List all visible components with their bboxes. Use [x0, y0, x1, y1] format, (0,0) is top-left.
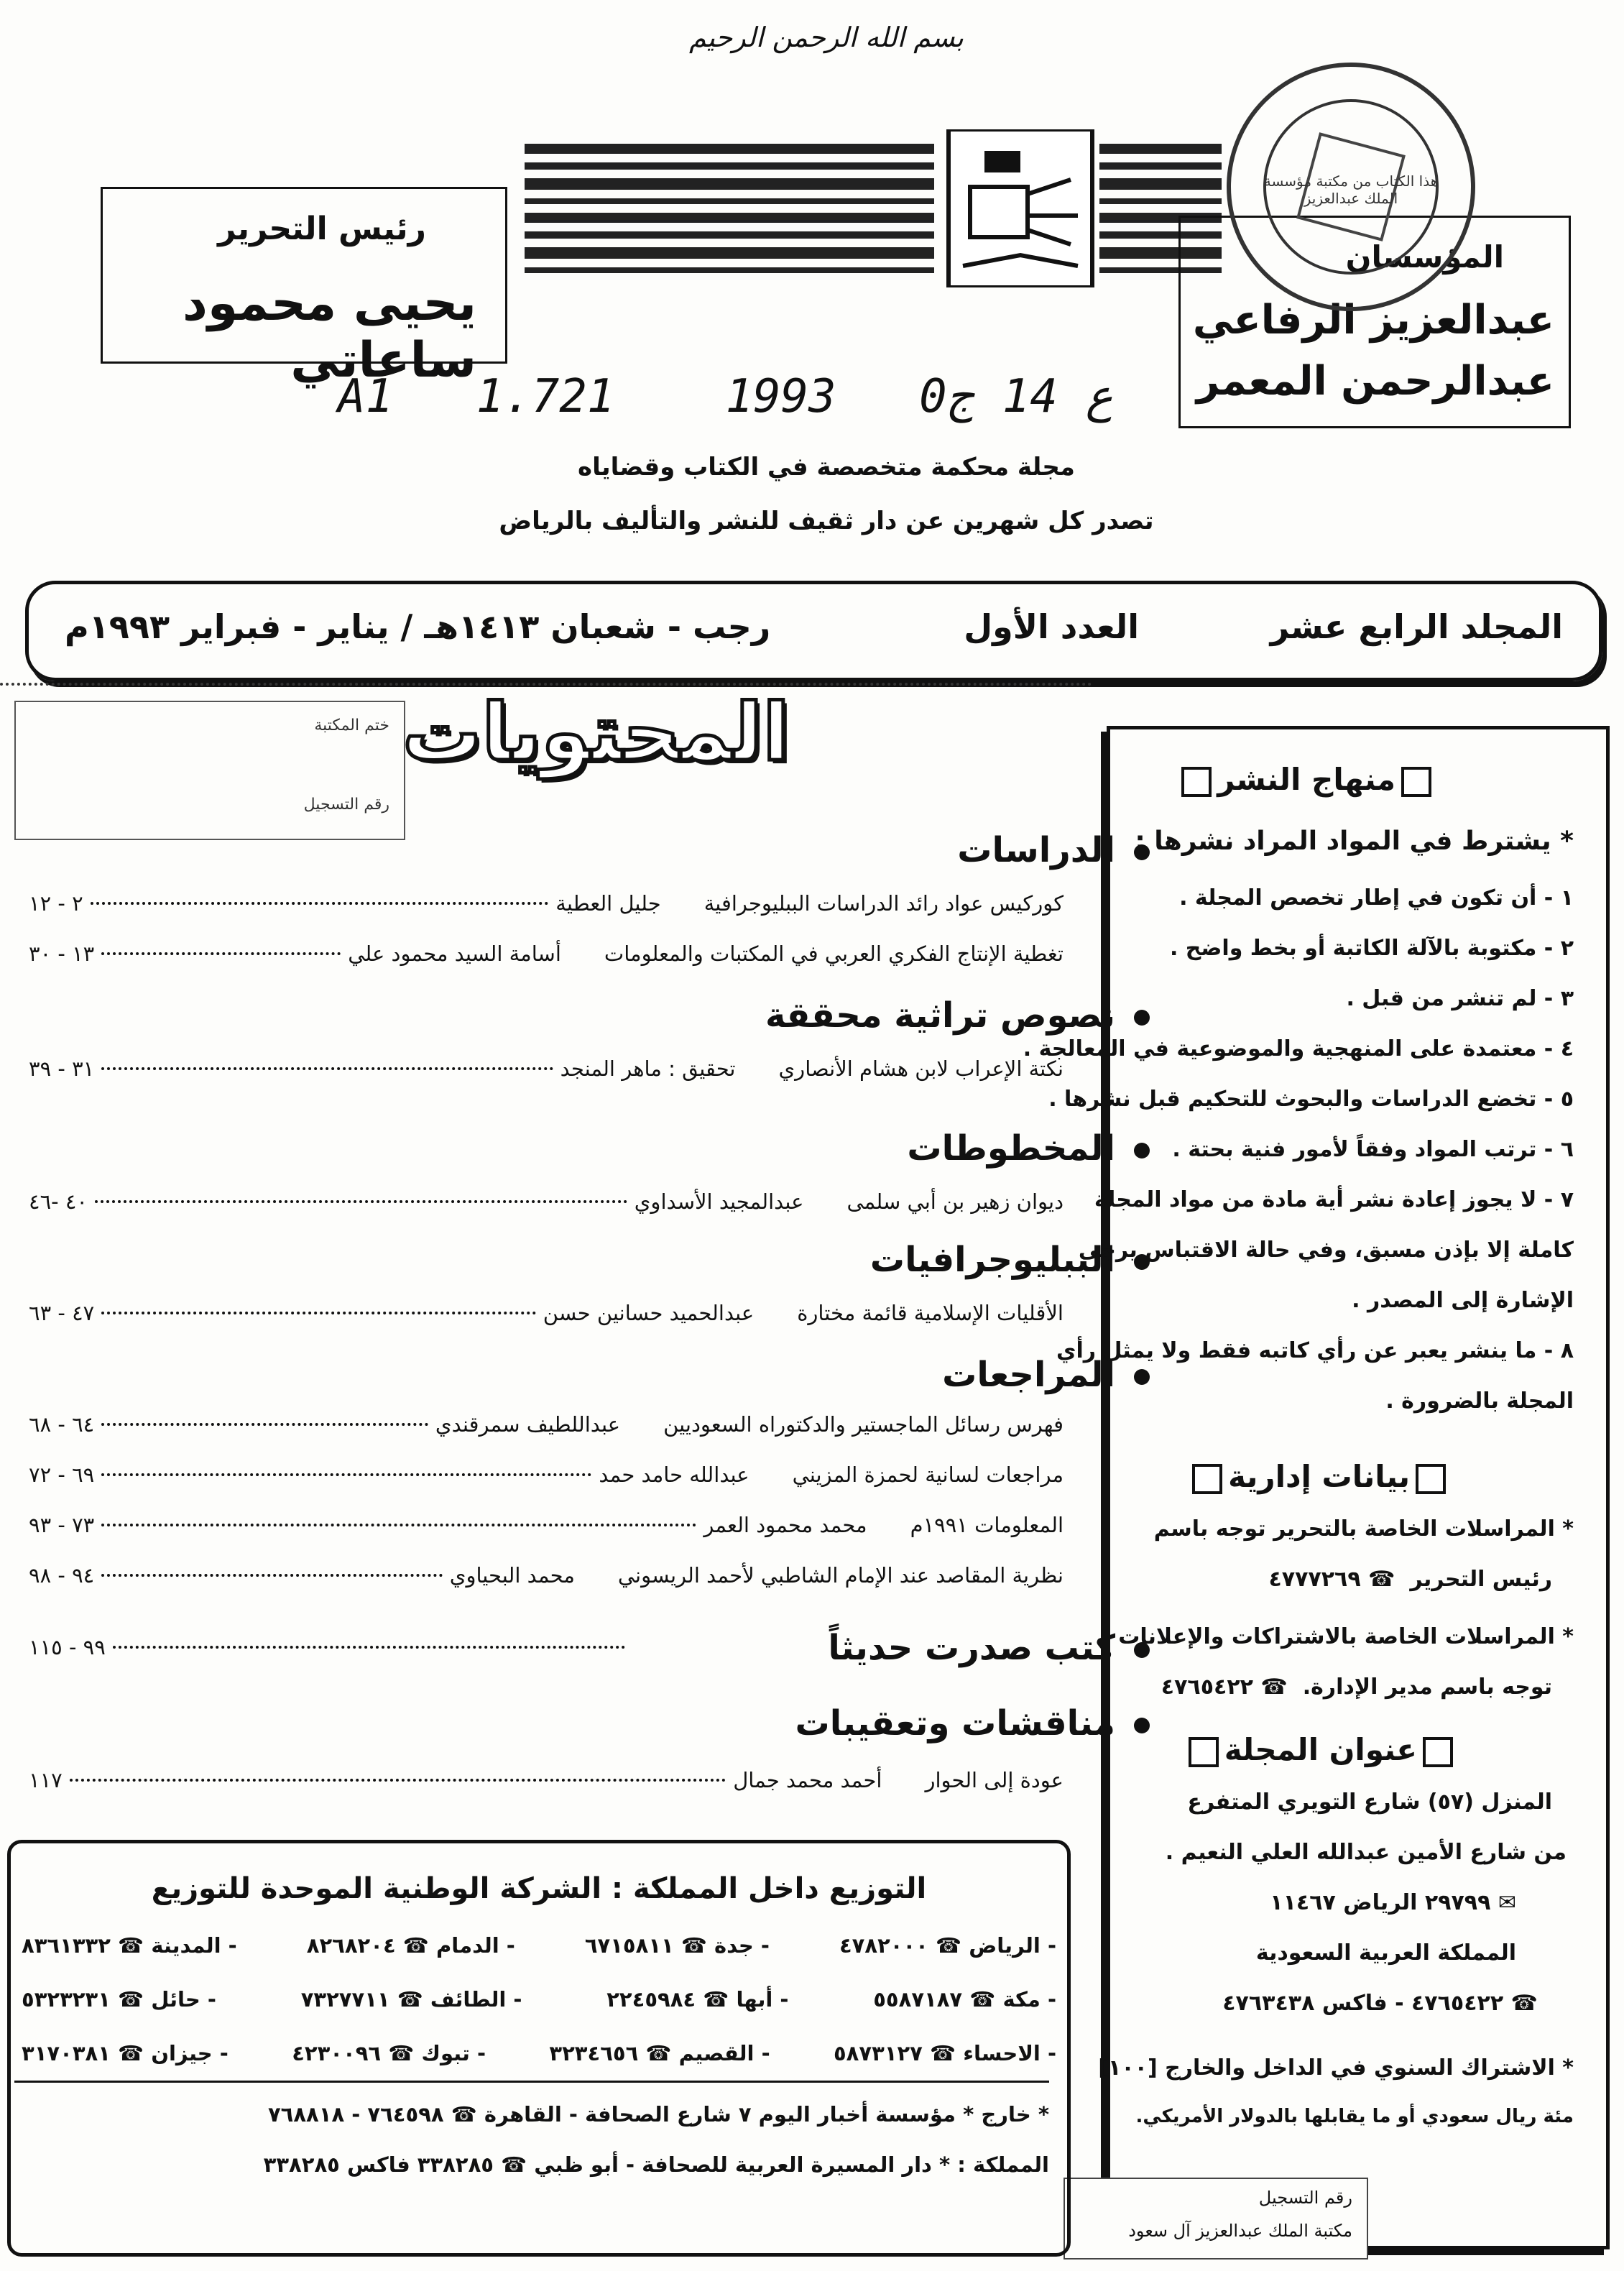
toc-entry-author: محمد محمود العمر: [703, 1513, 867, 1537]
bottom-stamp-line2: مكتبة الملك عبدالعزيز آل سعود: [1128, 2221, 1352, 2241]
founder-name-1: عبدالعزيز الرفاعي: [1192, 297, 1554, 344]
checkbox-icon: [1401, 767, 1431, 797]
editor-label: رئيس التحرير: [218, 211, 426, 247]
small-stamp: [14, 701, 405, 840]
section-title: المخطوطات: [907, 1128, 1150, 1169]
distribution-abroad: * خارج * مؤسسة أخبار اليوم ٧ شارع الصحافة - القاهرة ☎ ٧٦٤٥٩٨ - ٧٦٨٨١٨: [267, 2102, 1049, 2127]
toc-entry: [29, 1412, 1064, 1448]
subscription-line: * الاشتراك السنوي في الداخل والخارج [١٠٠]: [1098, 2055, 1574, 2081]
rule-item: ٦ - ترتب المواد وفقاً لأمور فنية بحتة .: [1172, 1137, 1574, 1162]
toc-entry-author: عبداللطيف سمرقندي: [435, 1412, 621, 1437]
address-line: المنزل (٥٧) شارع التويري المتفرع: [1187, 1789, 1552, 1815]
bismillah: بسم الله الرحمن الرحيم: [689, 22, 964, 53]
publishing-heading: [1107, 762, 1595, 805]
distribution-divider: [14, 2081, 1049, 2083]
toc-entry-pages: ٤٠ -٤٦: [29, 1189, 88, 1214]
toc-entry-pages: ٩٩ - ١١٥: [29, 1635, 106, 1659]
distribution-city: - مكة ☎ ٥٥٨٧١٨٧: [873, 1987, 1056, 2012]
admin-line: توجه باسم مدير الإدارة. ☎ ٤٧٦٥٤٢٢: [1161, 1675, 1552, 1700]
distribution-city: - القصيم ☎ ٣٢٣٤٦٥٦: [549, 2041, 770, 2065]
toc-entry-author: تحقيق : ماهر المنجد: [560, 1056, 736, 1081]
tagline-1: مجلة محكمة متخصصة في الكتاب وقضاياه: [578, 453, 1075, 482]
toc-entry-title: المعلومات ١٩٩١م: [910, 1513, 1064, 1537]
address-line: المملكة العربية السعودية: [1255, 1940, 1516, 1966]
distribution-row: [22, 1987, 1056, 2012]
small-stamp-line2: رقم التسجيل: [303, 796, 389, 814]
section-title: كتب صدرت حديثاً: [828, 1628, 1150, 1668]
distribution-city: - جدة ☎ ٦٧١٥٨١١: [584, 1933, 770, 1958]
toc-leader: [101, 1524, 696, 1526]
toc-entry-title: ديوان زهير بن أبي سلمى: [846, 1189, 1064, 1214]
address-heading: [1107, 1732, 1595, 1775]
distribution-city: - المدينة ☎ ٨٣٦١٣٣٢: [22, 1933, 237, 1958]
distribution-city: - أبها ☎ ٢٢٤٥٩٨٤: [606, 1987, 789, 2012]
founders-label: المؤسسان: [1345, 239, 1504, 275]
section-title: الببليوجرافيات: [870, 1240, 1150, 1280]
distribution-row: [22, 1933, 1056, 1958]
toc-entry-pages: ٦٤ - ٦٨: [29, 1412, 95, 1437]
distribution-city: - الطائف ☎ ٧٣٢٧٧١١: [300, 1987, 522, 2012]
toc-entry: [29, 1768, 1064, 1804]
toc-leader: [101, 1312, 536, 1314]
section-title: مناقشات وتعقيبات: [795, 1703, 1150, 1743]
handwritten-code: A1 1.ع 14 ج0 1993 721: [338, 370, 1113, 423]
toc-entry-author: أسامة السيد محمود علي: [348, 941, 561, 966]
toc-leader: [101, 1067, 553, 1070]
toc-leader: [95, 1200, 627, 1203]
toc-leader: [101, 1473, 591, 1476]
admin-line: رئيس التحرير ☎ ٤٧٧٧٢٦٩: [1268, 1567, 1552, 1592]
toc-entry: [29, 891, 1064, 927]
toc-entry-author: عبدالمجيد الأسداوي: [634, 1189, 804, 1214]
issue-date: رجب - شعبان ١٤١٣هـ / يناير - فبراير ١٩٩٣م: [65, 607, 771, 646]
phone-icon: ☎: [1260, 1675, 1288, 1700]
checkbox-icon: [1189, 1737, 1219, 1767]
toc-entry-author: أحمد محمد جمال: [733, 1768, 882, 1792]
rule-item: ١ - أن تكون في إطار تخصص المجلة .: [1179, 885, 1574, 911]
toc-leader: [101, 1423, 428, 1426]
toc-entry-pages: ٩٤ - ٩٨: [29, 1563, 95, 1588]
toc-leader: [101, 952, 341, 955]
toc-entry-author: جليل العطية: [555, 891, 661, 916]
toc-entry: [29, 1462, 1064, 1498]
toc-leader: [91, 902, 549, 905]
toc-entry-title: عودة إلى الحوار: [925, 1768, 1064, 1792]
rule-item: ٥ - تخضع الدراسات والبحوث للتحكيم قبل نشرها .: [1048, 1087, 1574, 1112]
admin-line: * المراسلات الخاصة بالتحرير توجه باسم: [1153, 1516, 1574, 1542]
rule-item: كاملة إلا بإذن مسبق، وفي حالة الاقتباس يرجى: [1078, 1238, 1574, 1263]
publishing-title: منهاج النشر: [1217, 762, 1395, 797]
checkbox-icon: [1416, 1464, 1446, 1494]
bottom-stamp-line1: رقم التسجيل: [1258, 2188, 1352, 2208]
distribution-city: - الرياض ☎ ٤٧٨٢٠٠٠: [839, 1933, 1056, 1958]
rule-item: ٣ - لم تنشر من قبل .: [1346, 986, 1574, 1011]
toc-entry: [29, 1301, 1064, 1337]
toc-entry: [29, 1189, 1064, 1225]
toc-entry: [29, 941, 1064, 977]
address-title: عنوان المجلة: [1224, 1732, 1417, 1767]
phone-icon: ☎: [1510, 1991, 1538, 2016]
distribution-kingdom: المملكة : * دار المسيرة العربية للصحافة - أبو ظبي ☎ ٣٣٨٢٨٥ فاكس ٣٣٨٢٨٥: [263, 2152, 1049, 2177]
address-line: ✉ ٢٩٧٩٩ الرياض ١١٤٦٧: [1270, 1890, 1516, 1915]
library-stamp: [1222, 57, 1480, 316]
distribution-city: - تبوك ☎ ٤٢٣٠٠٩٦: [292, 2041, 486, 2065]
mail-icon: ✉: [1498, 1890, 1516, 1915]
toc-entry-pages: ١٣ - ٣٠: [29, 941, 95, 966]
publishing-intro: * يشترط في المواد المراد نشرها :: [1135, 826, 1574, 856]
toc-entry-title: فهرس رسائل الماجستير والدكتوراه السعوديين: [663, 1412, 1064, 1437]
toc-entry-title: نظرية المقاصد عند الإمام الشاطبي لأحمد الريسوني: [617, 1563, 1064, 1588]
toc-entry-pages: ٧٣ - ٩٣: [29, 1513, 95, 1537]
toc-entry-pages: ٣١ - ٣٩: [29, 1056, 95, 1081]
toc-entry-pages: ٦٩ - ٧٢: [29, 1462, 95, 1487]
masthead-graphic: [525, 129, 1222, 287]
toc-entry-title: الأقليات الإسلامية قائمة مختارة: [797, 1301, 1064, 1325]
checkbox-icon: [1423, 1737, 1453, 1767]
toc-leader: [113, 1646, 625, 1649]
editor-name: يحيى محمود ساعاتي: [183, 275, 476, 389]
distribution-row: [22, 2041, 1056, 2065]
section-title: المراجعات: [942, 1355, 1150, 1395]
toc-entry-title: تغطية الإنتاج الفكري العربي في المكتبات والمعلومات: [604, 941, 1064, 966]
toc-entry-author: محمد البحياوي: [449, 1563, 575, 1588]
toc-entry-title: نكتة الإعراب لابن هشام الأنصاري: [778, 1056, 1064, 1081]
admin-title: بيانات إدارية: [1228, 1459, 1410, 1494]
section-title: الدراسات: [957, 830, 1150, 870]
small-stamp-line1: ختم المكتبة: [314, 717, 389, 734]
section-title: نصوص تراثية محققة: [765, 995, 1150, 1036]
checkbox-icon: [1192, 1464, 1222, 1494]
toc-entry-pages: ٤٧ - ٦٣: [29, 1301, 95, 1325]
separator: [0, 683, 1092, 686]
toc-entry: [29, 1513, 1064, 1549]
contents-title: المحتويات: [402, 686, 790, 778]
issue-volume: المجلد الرابع عشر: [1270, 607, 1563, 646]
rule-item: ٤ - معتمدة على المنهجية والموضوعية في المعالجة .: [1023, 1036, 1574, 1061]
toc-leader: [70, 1779, 726, 1782]
library-stamp-text: هذا الكتاب من مكتبة مؤسسة الملك عبدالعزيز: [1263, 172, 1439, 207]
phone-icon: ☎: [1368, 1567, 1395, 1592]
toc-entry-author: عبدالله حامد حمد: [599, 1462, 749, 1487]
distribution-city: - حائل ☎ ٥٣٢٣٢٣١: [22, 1987, 216, 2012]
toc-entry-title: كوركيس عواد رائد الدراسات الببليوجرافية: [703, 891, 1064, 916]
issue-number: العدد الأول: [964, 607, 1139, 646]
toc-leader: [101, 1574, 443, 1577]
founder-name-2: عبدالرحمن المعمر: [1196, 358, 1554, 405]
bottom-stamp: [1064, 2178, 1368, 2260]
distribution-city: - الدمام ☎ ٨٢٦٨٢٠٤: [306, 1933, 515, 1958]
address-line: من شارع الأمين عبدالله العلي النعيم .: [1165, 1840, 1567, 1865]
toc-entry-title: مراجعات لسانية لحمزة المزيني: [792, 1462, 1064, 1487]
checkbox-icon: [1181, 767, 1212, 797]
rule-item: الإشارة إلى المصدر .: [1352, 1288, 1574, 1313]
toc-entry-pages: ٢ - ١٢: [29, 891, 83, 916]
distribution-title: التوزيع داخل المملكة : الشركة الوطنية الموحدة للتوزيع: [151, 1872, 927, 1905]
tagline-2: تصدر كل شهرين عن دار ثقيف للنشر والتأليف بالرياض: [499, 507, 1154, 535]
toc-entry-pages: ١١٧: [29, 1768, 63, 1792]
distribution-city: - جيزان ☎ ٣١٧٠٣٨١: [22, 2041, 229, 2065]
rule-item: ٢ - مكتوبة بالآلة الكاتبة أو بخط واضح .: [1169, 936, 1574, 961]
toc-entry-author: عبدالحميد حسانين حسن: [543, 1301, 755, 1325]
address-line: ☎ ٤٧٦٥٤٢٢ - فاكس ٤٧٦٣٤٣٨: [1222, 1991, 1538, 2016]
distribution-city: - الاحساء ☎ ٥٨٧٣١٢٧: [833, 2041, 1056, 2065]
masthead-logo: [525, 129, 1222, 287]
rule-item: المجلة بالضرورة .: [1385, 1388, 1574, 1414]
toc-entry: [29, 1563, 1064, 1599]
subscription-line: مئة ريال سعودي أو ما يقابلها بالدولار الأمريكي.: [1135, 2106, 1574, 2127]
rule-item: ٨ - ما ينشر يعبر عن رأي كاتبه فقط ولا يمثل رأي: [1056, 1338, 1574, 1363]
toc-entry: [29, 1056, 1064, 1092]
rule-item: ٧ - لا يجوز إعادة نشر أية مادة من مواد المجلة: [1094, 1187, 1574, 1212]
issue-bar: [25, 581, 1602, 681]
editor-box: [101, 187, 507, 389]
admin-heading: [1107, 1459, 1595, 1502]
toc-entry: [29, 1635, 675, 1671]
admin-line: * المراسلات الخاصة بالاشتراكات والإعلانات: [1118, 1624, 1574, 1649]
